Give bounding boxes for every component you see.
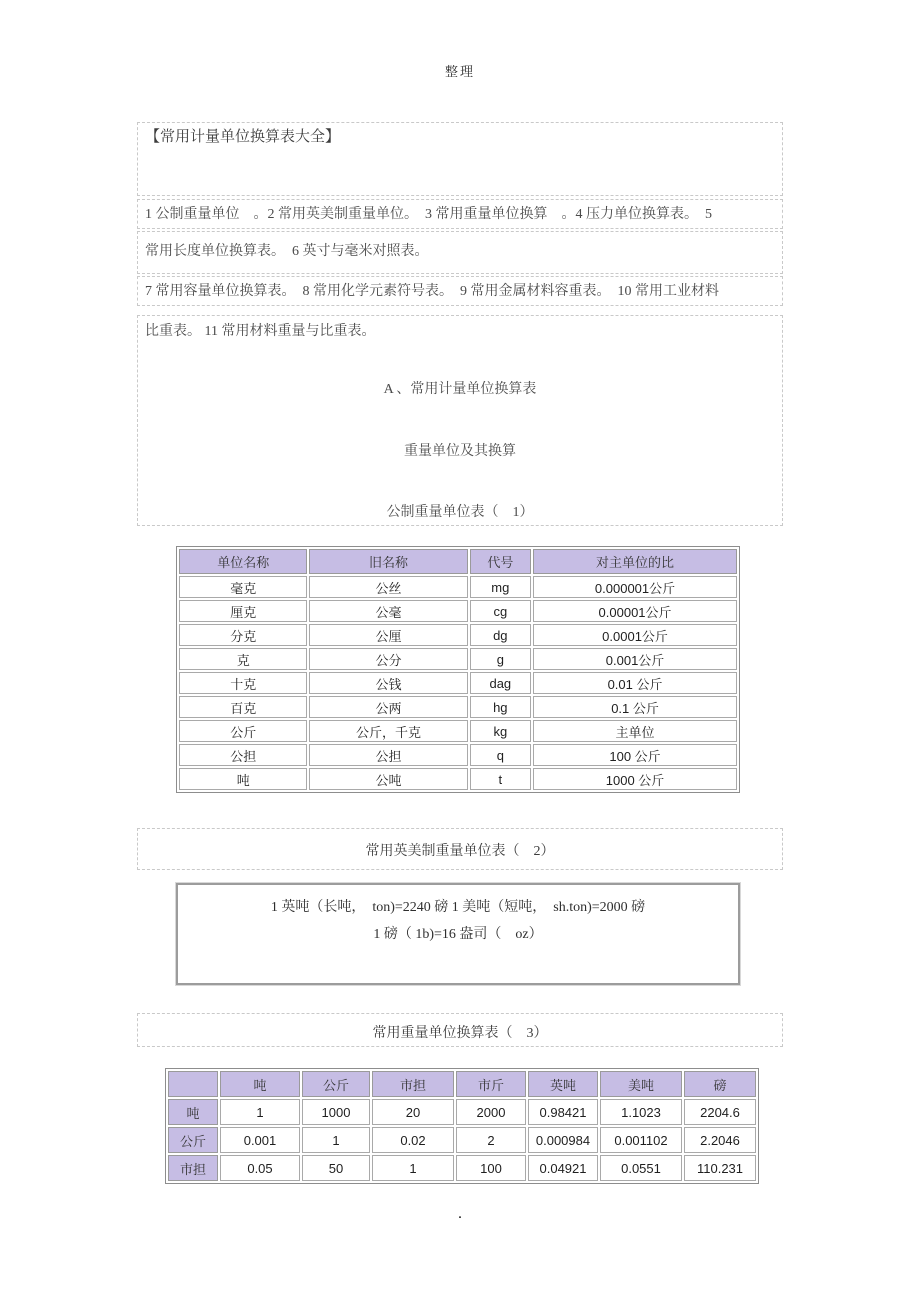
- table-cell: 2204.6: [684, 1099, 756, 1125]
- column-header: 市斤: [456, 1071, 526, 1097]
- table-cell: 50: [302, 1155, 370, 1181]
- table-cell: 克: [179, 648, 307, 670]
- table-row: [179, 648, 737, 670]
- column-header: 公斤: [302, 1071, 370, 1097]
- table-row: [179, 624, 737, 646]
- table-cell: dg: [470, 624, 532, 646]
- table-cell: 0.000984: [528, 1127, 598, 1153]
- table-cell: 公毫: [309, 600, 467, 622]
- page-header-note: 整理: [444, 64, 475, 79]
- column-header: 单位名称: [179, 549, 307, 574]
- table-header-row: [168, 1071, 756, 1097]
- table-cell: 20: [372, 1099, 454, 1125]
- metric-weight-table: [176, 546, 740, 793]
- table-cell: 公吨: [309, 768, 467, 790]
- row-header: 市担: [168, 1155, 218, 1181]
- section-heading-weight: 重量单位及其换算: [404, 444, 516, 459]
- table-cell: 0.000001公斤: [533, 576, 737, 598]
- imperial-weight-line-1: 1 英吨（长吨， ton)=2240 磅 1 美吨（短吨， sh.ton)=2000 磅: [270, 900, 646, 915]
- imperial-weight-box: [176, 883, 740, 985]
- table-cell: 2: [456, 1127, 526, 1153]
- toc-block-1: [137, 199, 783, 229]
- column-header: 美吨: [600, 1071, 682, 1097]
- title-block: [137, 122, 783, 196]
- table-cell: 0.01 公斤: [533, 672, 737, 694]
- imperial-weight-line-2: 1 磅（ 1b)=16 盎司（ oz）: [373, 927, 543, 942]
- table-cell: 0.04921: [528, 1155, 598, 1181]
- table-cell: 0.001: [220, 1127, 300, 1153]
- table-cell: 公担: [309, 744, 467, 766]
- table-cell: dag: [470, 672, 532, 694]
- table-cell: 毫克: [179, 576, 307, 598]
- table-cell: cg: [470, 600, 532, 622]
- table-cell: 公斤，千克: [309, 720, 467, 742]
- table-cell: 0.02: [372, 1127, 454, 1153]
- table-row: [179, 720, 737, 742]
- table-cell: 公分: [309, 648, 467, 670]
- table-cell: 110.231: [684, 1155, 756, 1181]
- toc-section: [137, 122, 783, 526]
- table-cell: 公两: [309, 696, 467, 718]
- table-cell: 十克: [179, 672, 307, 694]
- table-cell: mg: [470, 576, 532, 598]
- table-cell: 0.98421: [528, 1099, 598, 1125]
- table-cell: 0.05: [220, 1155, 300, 1181]
- table-cell: 1: [302, 1127, 370, 1153]
- table-cell: 1000: [302, 1099, 370, 1125]
- table-row: [179, 600, 737, 622]
- toc-line-1: 1 公制重量单位 。2 常用英美制重量单位。 3 常用重量单位换算 。4 压力单位换算表。 5: [145, 207, 712, 222]
- column-header: 对主单位的比: [533, 549, 737, 574]
- table-cell: hg: [470, 696, 532, 718]
- table-cell: 1: [220, 1099, 300, 1125]
- table-row: [179, 768, 737, 790]
- toc-block-3: [137, 276, 783, 306]
- toc-line-4: 比重表。 11 常用材料重量与比重表。: [145, 324, 376, 339]
- column-header: 磅: [684, 1071, 756, 1097]
- row-header: 公斤: [168, 1127, 218, 1153]
- table-cell: 百克: [179, 696, 307, 718]
- column-header: 市担: [372, 1071, 454, 1097]
- table3-caption: 常用重量单位换算表（ 3）: [137, 1013, 783, 1047]
- row-header: 吨: [168, 1099, 218, 1125]
- table-cell: g: [470, 648, 532, 670]
- table-cell: 2000: [456, 1099, 526, 1125]
- table-cell: 公丝: [309, 576, 467, 598]
- table-cell: 厘克: [179, 600, 307, 622]
- table-cell: 吨: [179, 768, 307, 790]
- table-cell: t: [470, 768, 532, 790]
- table-cell: 主单位: [533, 720, 737, 742]
- table-header-row: [179, 549, 737, 574]
- column-header: 代号: [470, 549, 532, 574]
- section-intro-block: [137, 315, 783, 526]
- table-cell: 0.00001公斤: [533, 600, 737, 622]
- table-cell: 1000 公斤: [533, 768, 737, 790]
- doc-title: 【常用计量单位换算表大全】: [145, 129, 341, 145]
- table-row: [168, 1099, 756, 1125]
- footer-dot: .: [458, 1206, 462, 1222]
- toc-block-2: [137, 231, 783, 274]
- table-cell: 2.2046: [684, 1127, 756, 1153]
- table-row: [179, 576, 737, 598]
- column-header: 英吨: [528, 1071, 598, 1097]
- table1-caption: 公制重量单位表（ 1）: [386, 505, 534, 520]
- table-cell: 100: [456, 1155, 526, 1181]
- table-cell: 公担: [179, 744, 307, 766]
- table-cell: 100 公斤: [533, 744, 737, 766]
- table2-caption: 常用英美制重量单位表（ 2）: [137, 828, 783, 870]
- table-cell: 0.001公斤: [533, 648, 737, 670]
- table-cell: 0.0001公斤: [533, 624, 737, 646]
- table-row: [179, 696, 737, 718]
- table-row: [179, 744, 737, 766]
- toc-line-3: 7 常用容量单位换算表。 8 常用化学元素符号表。 9 常用金属材料容重表。 10 常用工业材料: [145, 284, 719, 299]
- column-header: 吨: [220, 1071, 300, 1097]
- table-row: [168, 1127, 756, 1153]
- table-cell: q: [470, 744, 532, 766]
- table-row: [179, 672, 737, 694]
- table-cell: 0.0551: [600, 1155, 682, 1181]
- table-cell: 1.1023: [600, 1099, 682, 1125]
- column-header: 旧名称: [309, 549, 467, 574]
- weight-conversion-table: [165, 1068, 759, 1184]
- toc-line-2: 常用长度单位换算表。 6 英寸与毫米对照表。: [145, 244, 429, 259]
- table-cell: 公厘: [309, 624, 467, 646]
- section-heading-a: A 、常用计量单位换算表: [383, 382, 537, 397]
- table-cell: 公斤: [179, 720, 307, 742]
- corner-header: [168, 1071, 218, 1097]
- table-row: [168, 1155, 756, 1181]
- table-cell: 公钱: [309, 672, 467, 694]
- table-cell: 0.1 公斤: [533, 696, 737, 718]
- table-cell: kg: [470, 720, 532, 742]
- table-cell: 1: [372, 1155, 454, 1181]
- table-cell: 分克: [179, 624, 307, 646]
- table-cell: 0.001102: [600, 1127, 682, 1153]
